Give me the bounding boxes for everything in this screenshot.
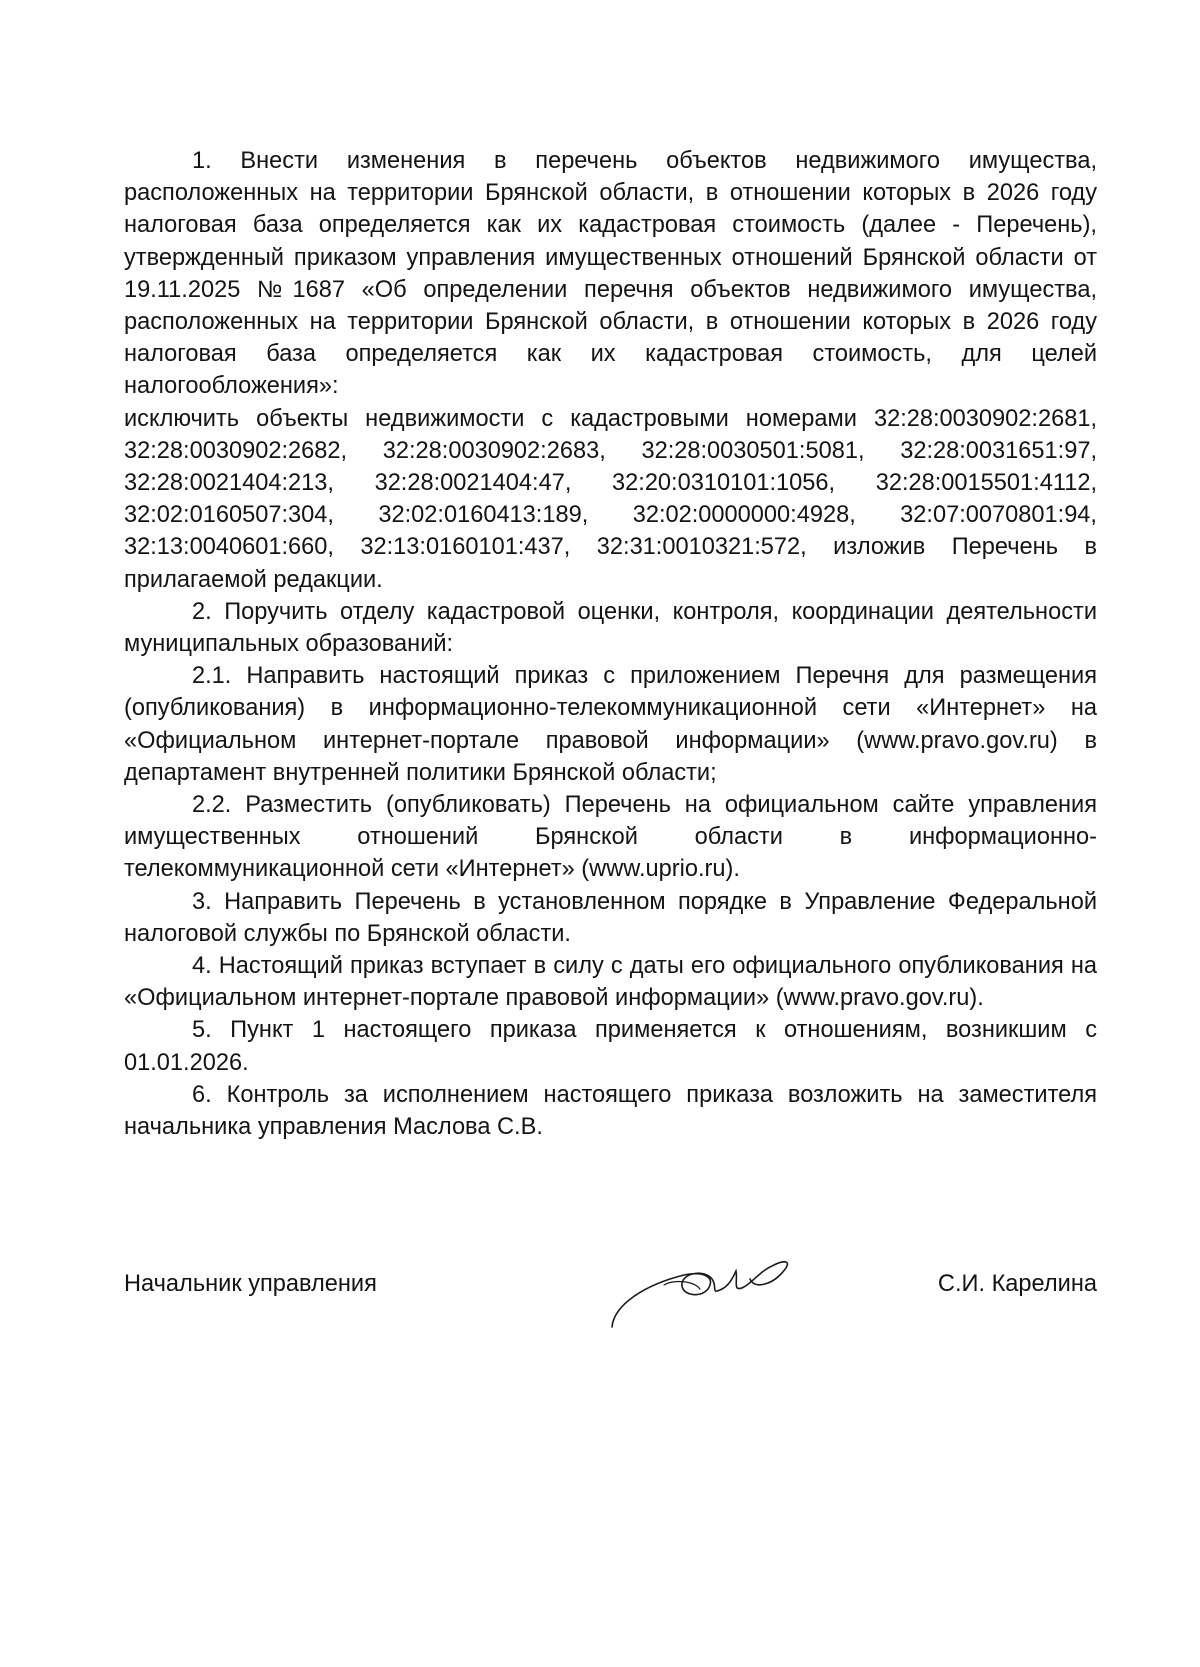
signature-block bbox=[124, 1245, 1097, 1335]
paragraph-5: 5. Пункт 1 настоящего приказа применяется к отношениям, возникшим с 01.01.2026. bbox=[124, 1017, 1097, 1076]
paragraph-2: 2. Поручить отделу кадастровой оценки, контроля, координации деятельности муниципальных образований: bbox=[124, 598, 1097, 658]
paragraph-4: 4. Настоящий приказ вступает в силу с даты его официального опубликования на «Официальном интернет-портале правовой информации» (www.pravo.gov.ru). bbox=[124, 953, 1097, 1012]
paragraph-2-1: 2.1. Направить настоящий приказ с приложением Перечня для размещения (опубликования) в информационно-телекоммуникационной сети «Интернет» на «Официальном интернет-портале правовой информации» (www.pravo.gov.ru) в департамент внутренней политики Брянской области; bbox=[124, 663, 1097, 786]
document-body bbox=[124, 145, 1097, 1143]
paragraph-1-exclude-list: исключить объекты недвижимости с кадастровыми номерами 32:28:0030902:2681, 32:28:0030902:2682, 32:28:0030902:2683, 32:28:0030501:5081, 32:28:0031651:97, 32:28:0021404:213, 32:28:0021404:47, 32:20:0310101:1056, 32:28:0015501:4112, 32:02:0160507:304, 32:02:0160413:189, 32:02:0000000:4928, 32:07:0070801:94, 32:13:0040601:660, 32:13:0160101:437, 32:31:0010321:572, изложив Перечень в прилагаемой редакции. bbox=[124, 405, 1097, 593]
paragraph-2-2: 2.2. Разместить (опубликовать) Перечень на официальном сайте управления имущественных отношений Брянской области в информационно-телекоммуникационной сети «Интернет» (www.uprio.ru). bbox=[124, 792, 1097, 883]
paragraph-1-intro: 1. Внести изменения в перечень объектов недвижимого имущества, расположенных на территории Брянской области, в отношении которых в 2026 году налоговая база определяется как их кадастровая стоимость (далее - Перечень), утвержденный приказом управления имущественных отношений Брянской области от 19.11.2025 №1687 «Об определении перечня объектов недвижимого имущества, расположенных на территории Брянской области, в отношении которых в 2026 году налоговая база определяется как их кадастровая стоимость, для целей налогообложения»: bbox=[124, 148, 1097, 400]
handwritten-signature bbox=[604, 1245, 804, 1335]
signatory-name: С.И. Карелина bbox=[937, 1271, 1097, 1297]
paragraph-6: 6. Контроль за исполнением настоящего приказа возложить на заместителя начальника управления Маслова С.В. bbox=[124, 1081, 1097, 1141]
paragraph-3: 3. Направить Перечень в установленном порядке в Управление Федеральной налоговой службы по Брянской области. bbox=[124, 888, 1097, 947]
signatory-position: Начальник управления bbox=[124, 1271, 377, 1297]
